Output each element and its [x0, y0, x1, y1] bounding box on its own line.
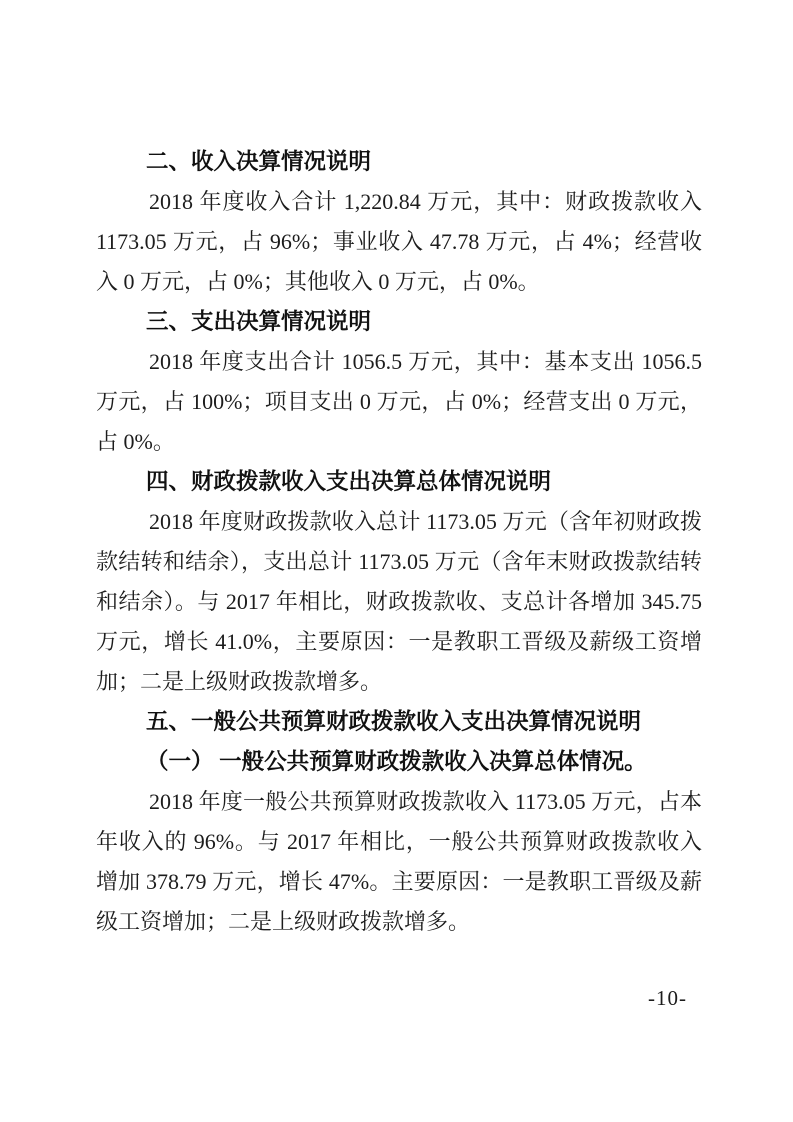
section-paragraph-general-public-budget: 2018 年度一般公共预算财政拨款收入 1173.05 万元，占本年收入的 96%。与 2017 年相比，一般公共预算财政拨款收入增加 378.79 万元，增长 47%。主要原因：一是教职工晋级及薪级工资增加；二是上级财政拨款增多。 [96, 789, 702, 934]
section-heading-income-final-accounts: 二、收入决算情况说明 [146, 149, 372, 174]
subsection-heading-general-public-budget-overall: （一） 一般公共预算财政拨款收入决算总体情况。 [146, 749, 647, 774]
section-heading-fiscal-appropriation-overview: 四、财政拨款收入支出决算总体情况说明 [146, 469, 552, 494]
section-paragraph-fiscal-appropriation-overview: 2018 年度财政拨款收入总计 1173.05 万元（含年初财政拨款结转和结余），支出总计 1173.05 万元（含年末财政拨款结转和结余）。与 2017 年相比，财政拨款收、支总计各增加 345.75 万元，增长 41.0%，主要原因：一是教职工晋级及薪级工资增加；二是上级财政拨款增多。 [96, 509, 702, 694]
section-paragraph-income-final-accounts: 2018 年度收入合计 1,220.84 万元，其中：财政拨款收入 1173.05 万元，占 96%；事业收入 47.78 万元，占 4%；经营收入 0 万元，占 0%；其他收入 0 万元，占 0%。 [96, 189, 702, 294]
section-heading-general-public-budget: 五、一般公共预算财政拨款收入支出决算情况说明 [146, 709, 642, 734]
document-body [96, 142, 702, 942]
section-paragraph-expenditure-final-accounts: 2018 年度支出合计 1056.5 万元，其中：基本支出 1056.5 万元，占 100%；项目支出 0 万元，占 0%；经营支出 0 万元，占 0%。 [96, 349, 702, 454]
page-number: -10- [648, 986, 687, 1010]
section-heading-expenditure-final-accounts: 三、支出决算情况说明 [146, 309, 372, 334]
